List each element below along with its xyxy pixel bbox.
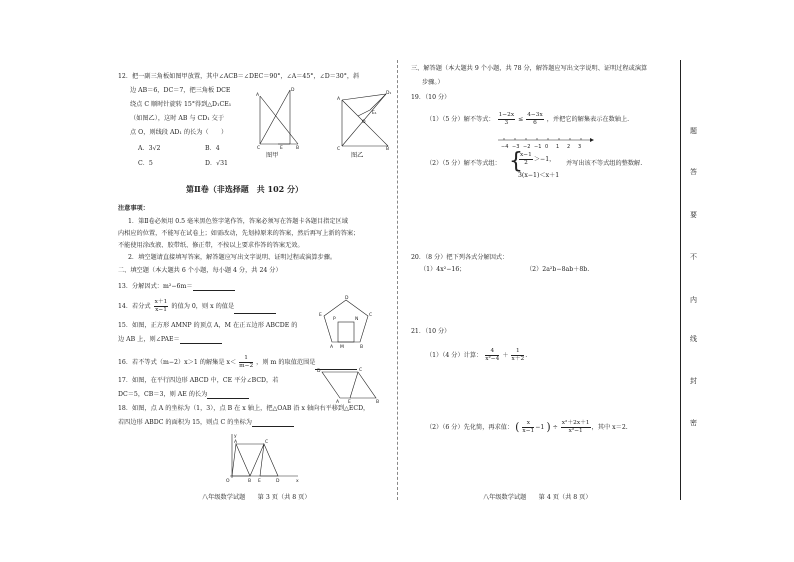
note1-line1: 1．第Ⅱ卷必须用 0.5 毫米黑色签字笔作答，答案必须写在答题卡各题目指定区域 <box>128 218 348 225</box>
svg-text:B: B <box>360 345 364 350</box>
number-line-label: 3 <box>578 144 582 150</box>
q21-1-f1-den: x²−4 <box>485 356 500 362</box>
q17-line2 <box>118 391 249 399</box>
q12-line3: 绕点 C 顺时针旋转 15°得到△D₁CE₁ <box>130 101 232 108</box>
svg-text:N: N <box>355 317 359 322</box>
svg-text:A: A <box>234 440 238 445</box>
binding-char-7: 封 <box>690 377 697 385</box>
q19-1 <box>426 112 629 127</box>
q21-2-prefix: （2）（6 分）先化简，再求值： <box>426 424 514 431</box>
q16-suffix: ，则 m 的取值范围是 <box>256 359 316 366</box>
q21-2-left-paren: ( <box>515 420 520 434</box>
q18-figure <box>222 432 302 484</box>
binding-char-2: 答 <box>690 168 697 176</box>
q14 <box>118 299 276 314</box>
q21-1-plus: ＋ <box>502 352 509 359</box>
q19-2-line1-fraction <box>519 152 533 167</box>
q21-2-div: ÷ <box>552 424 558 431</box>
right-page-footer: 八年级数学试题 第 4 页（共 8 页） <box>483 494 592 501</box>
q19-1-prefix: （1）（5 分）解不等式： <box>426 116 495 123</box>
note1-line3: 不能使用涂改液、胶带纸、修正带，不按以上要求作答的答案无效。 <box>118 242 304 249</box>
svg-text:B: B <box>386 147 390 152</box>
number-line-label: −2 <box>523 144 531 150</box>
q19-1-fraction-right <box>526 112 544 127</box>
binding-char-1: 题 <box>690 127 697 135</box>
notes-title: 注意事项： <box>118 205 149 212</box>
number-line-label: −4 <box>501 144 509 150</box>
q19-1-frac1-num: 1−2x <box>498 112 515 118</box>
svg-text:D: D <box>276 479 280 484</box>
svg-text:E: E <box>348 400 351 405</box>
q14-suffix: 的值为 0，则 x 的值是 <box>171 303 235 310</box>
q12-option-d: D．√31 <box>205 160 228 167</box>
svg-text:D: D <box>317 369 321 374</box>
q12-option-a: A．3√2 <box>138 145 161 152</box>
q12-figure-jia-label: 图甲 <box>266 152 279 159</box>
note2: 2．填空题请直接填写答案，解答题应写出文字说明、证明过程或演算步骤。 <box>128 254 337 261</box>
page-divider <box>397 60 398 500</box>
binding-char-6: 线 <box>690 335 697 343</box>
q16-fraction <box>239 355 253 370</box>
q15-line1: 15．如图，正方形 AMNP 的顶点 A，M 在正五边形 ABCDE 的 <box>118 322 298 329</box>
svg-text:B: B <box>248 479 252 484</box>
q19-2-line1 <box>518 152 555 167</box>
q12-line1: 12．把一副三角板如图甲放置，其中∠ACB＝∠DEC＝90°，∠A＝45°，∠D＝30°，斜 <box>118 73 360 80</box>
svg-text:E: E <box>280 146 283 151</box>
svg-text:x: x <box>296 479 299 484</box>
number-line-label: −3 <box>512 144 520 150</box>
q18-line1: 18．如图，点 A 的坐标为（1，3），点 B 在 x 轴上，把△OAB 沿 x 轴向右平移到△ECD， <box>118 405 370 412</box>
q19-2-suffix: 并写出该不等式组的整数解. <box>566 160 643 167</box>
q17-line1: 17．如图，在平行四边形 ABCD 中，CE 平分∠BCD，若 <box>118 377 279 384</box>
q16-denominator: m−2 <box>239 363 254 369</box>
svg-text:O: O <box>226 479 230 484</box>
q21-1-prefix: （1）（4 分）计算： <box>426 352 483 359</box>
left-page-footer: 八年级数学试题 第 3 页（共 8 页） <box>202 494 311 501</box>
q12-option-c: C．5 <box>138 160 153 167</box>
q18-text: 若四边形 ABDC 的面积为 15，则点 C 的坐标为 <box>118 419 252 426</box>
svg-text:D: D <box>291 88 295 93</box>
svg-text:B: B <box>376 400 380 405</box>
svg-text:C: C <box>257 146 261 151</box>
q21-1-fraction2 <box>511 348 524 363</box>
q21-header: 21．（10 分） <box>411 328 451 335</box>
q19-1-frac2-den: 6 <box>533 120 537 126</box>
number-line-label: 1 <box>556 144 560 150</box>
q21-1-end: . <box>525 352 528 359</box>
q21-2-suffix: ，其中 x＝2. <box>591 424 628 431</box>
binding-char-3: 要 <box>690 211 697 219</box>
svg-text:A: A <box>330 345 334 350</box>
svg-text:C: C <box>359 368 363 373</box>
part2-title: 二、填空题（本大题共 6 个小题，每小题 4 分，共 24 分） <box>118 267 282 274</box>
q21-2-f2-num: x²＋2x＋1 <box>561 420 590 426</box>
q19-2-line1-num: x−1 <box>520 152 532 158</box>
q19-2-line1-rest: ＞−1， <box>533 156 556 163</box>
q21-2-f2-den: x²−1 <box>568 428 583 434</box>
q19-1-suffix: ，并把它的解集表示在数轴上. <box>546 116 630 123</box>
q14-prefix: 14．若分式 <box>118 303 151 310</box>
q19-2-system-brace: { <box>509 149 523 174</box>
svg-text:y: y <box>234 434 237 439</box>
svg-text:E: E <box>258 479 261 484</box>
q12-line5: 点 O，则线段 AD₁ 的长为（ ） <box>130 129 228 136</box>
q19-2-prefix: （2）（5 分）解不等式组： <box>426 160 501 167</box>
svg-text:E₁: E₁ <box>372 111 377 116</box>
q14-blank <box>234 307 276 314</box>
q17-blank <box>207 392 249 399</box>
q16-prefix: 16．若不等式（m−2）x＞1 的解集是 x＜ <box>118 359 237 366</box>
q19-2-line2: 3(x−1)＜x＋1 <box>518 172 560 179</box>
part3-title-line2: 步骤。） <box>422 79 444 86</box>
q19-2-line1-den: 2 <box>524 160 528 166</box>
svg-text:M: M <box>340 345 344 350</box>
svg-text:O: O <box>362 120 366 125</box>
svg-text:E: E <box>319 313 322 318</box>
q13-text: 13．分解因式：m²−6m＝ <box>118 283 193 290</box>
svg-text:D₁: D₁ <box>386 91 392 96</box>
svg-text:B: B <box>296 146 300 151</box>
binding-line <box>680 60 681 500</box>
svg-text:C: C <box>369 313 373 318</box>
q15-blank <box>180 337 222 344</box>
svg-text:A: A <box>337 97 341 102</box>
q21-2-f1-num: x <box>522 420 534 428</box>
q21-2 <box>426 420 628 435</box>
q14-numerator: x＋1 <box>154 299 168 305</box>
q21-2-right-paren: ) <box>546 420 551 434</box>
q20-1: （1）4x²−16； <box>420 266 466 273</box>
binding-char-5: 内 <box>690 296 697 304</box>
number-line-label: −1 <box>534 144 542 150</box>
q14-denominator: x−1 <box>155 307 167 313</box>
q12-figure-yi-label: 图乙 <box>351 152 364 159</box>
binding-char-8: 密 <box>690 419 697 427</box>
svg-text:C: C <box>337 147 341 152</box>
q15-text: 边 AB 上，则∠PAE＝ <box>118 336 180 343</box>
q19-1-fraction-left <box>498 112 516 127</box>
q21-1-f1-num: 4 <box>485 348 499 356</box>
q12-line2: 边 AB＝6，DC＝7，把三角板 DCE <box>130 87 231 94</box>
q12-line4: （如图乙），这时 AB 与 CD₁ 交于 <box>130 115 225 122</box>
q14-fraction <box>154 299 169 314</box>
number-line-label: 2 <box>567 144 571 150</box>
q12-option-b: B．4 <box>205 145 220 152</box>
q19-1-frac1-den: 3 <box>504 120 509 126</box>
note1-line2: 内相应的位置，不能写在试卷上；如需改动，先划掉原来的答案，然后再写上新的答案； <box>118 230 360 237</box>
q20-header: 20．（8 分）把下列各式分解因式： <box>411 254 509 261</box>
svg-text:A: A <box>336 400 340 405</box>
q18-blank <box>252 420 294 427</box>
q20-2: （2）2a²b−8ab＋8b. <box>526 266 590 273</box>
svg-text:A: A <box>256 93 260 98</box>
q19-header: 19．（10 分） <box>411 94 451 101</box>
q21-2-fraction2 <box>561 420 591 435</box>
q21-2-minus: −1 <box>535 424 545 431</box>
q12-figure-jia <box>248 86 310 152</box>
q15-figure <box>318 296 374 348</box>
q19-1-le: ≤ <box>518 116 524 123</box>
q21-1 <box>426 348 527 363</box>
part3-title-line1: 三、解答题（本大题共 9 个小题，共 78 分，解答题应写出文字说明、证明过程或演算 <box>411 65 648 72</box>
q19-1-frac2-num: 4−3x <box>527 112 543 118</box>
q15-line2 <box>118 336 222 344</box>
q16-numerator: 1 <box>239 355 253 363</box>
q17-figure <box>316 366 382 404</box>
q21-2-fraction1 <box>522 420 534 435</box>
section2-title: 第Ⅱ卷（非选择题 共 102 分） <box>186 184 304 194</box>
number-line-label: 0 <box>545 144 549 150</box>
svg-text:P: P <box>333 317 336 322</box>
q21-1-fraction1 <box>485 348 499 363</box>
svg-text:D: D <box>345 296 349 301</box>
svg-text:C: C <box>265 440 269 445</box>
q12-figure-yi <box>334 90 396 152</box>
q13 <box>118 283 235 291</box>
binding-char-4: 不 <box>690 253 697 261</box>
q18-line2 <box>118 419 294 427</box>
q21-1-f2-den: x＋2 <box>511 356 525 362</box>
q21-2-f1-den: x−1 <box>522 428 535 434</box>
q21-1-f2-num: 1 <box>511 348 524 356</box>
q17-text: DC＝5，CB＝3，则 AE 的长为 <box>118 391 208 398</box>
q13-blank <box>193 284 235 291</box>
